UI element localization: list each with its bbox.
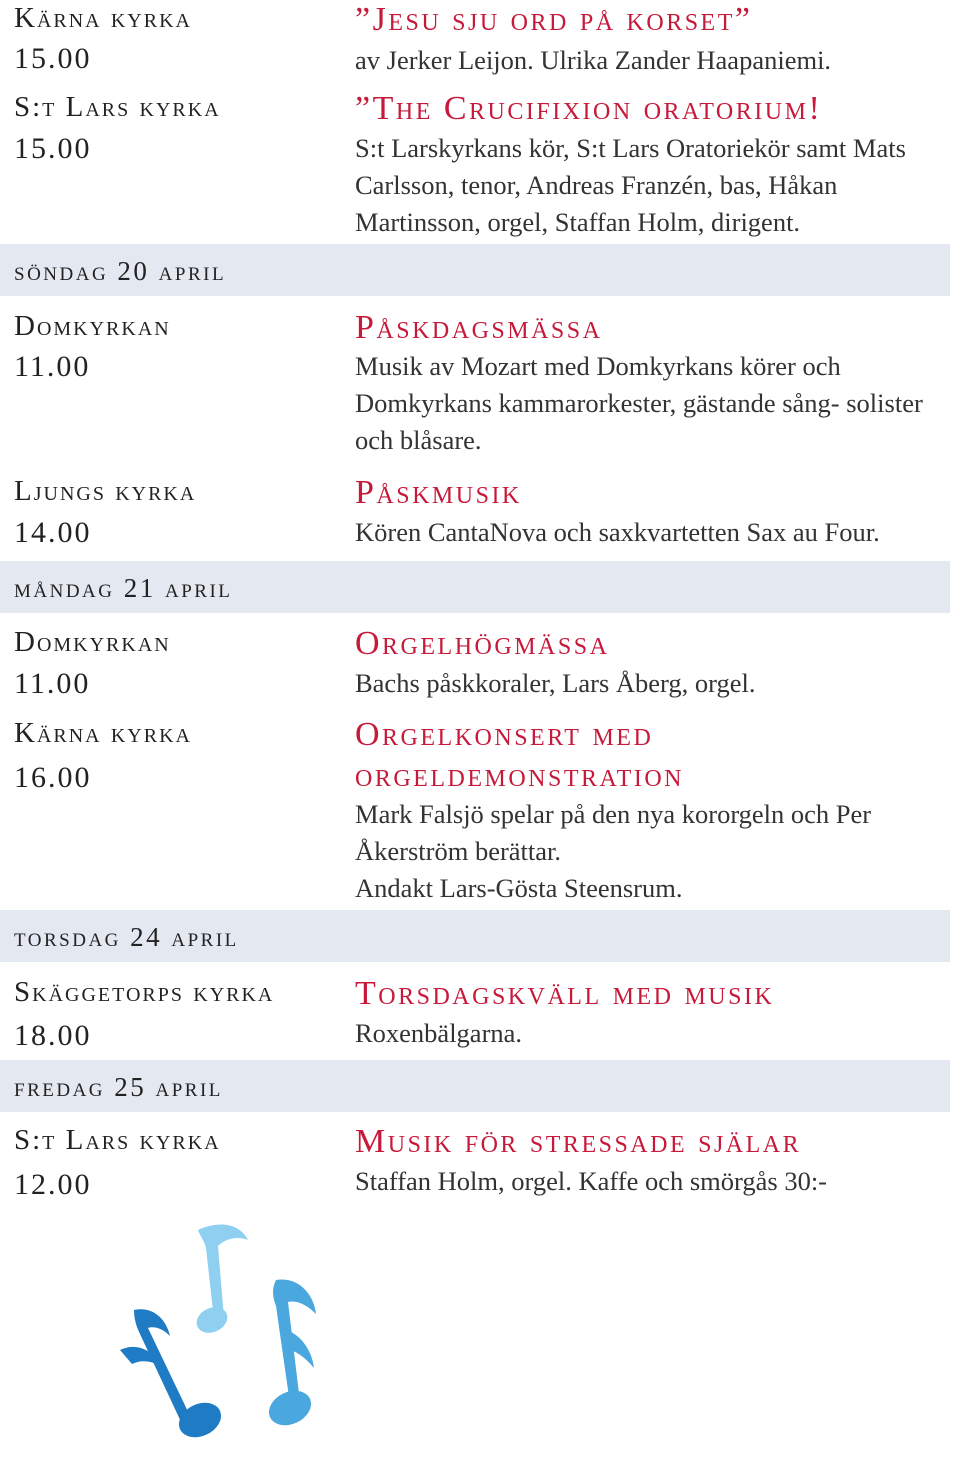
time-st-lars: 15.00	[14, 132, 92, 165]
day-label-mandag-21-april: måndag 21 april	[14, 573, 233, 603]
time-domkyrkan: 11.00	[14, 350, 91, 383]
event-desc-paskmusik: Kören CantaNova och saxkvartetten Sax au Four.	[355, 517, 880, 547]
event-desc-torsdagskvall: Roxenbälgarna.	[355, 1018, 523, 1048]
time-skaggetorp: 18.00	[14, 1019, 92, 1052]
event-desc-jesu-sju-ord: av Jerker Leijon. Ulrika Zander Haapaniemi.	[355, 45, 832, 75]
time-ljungs: 14.00	[14, 516, 92, 549]
venue-domkyrkan: Domkyrkan	[14, 310, 171, 342]
event-title-orgeldemonstration: orgeldemonstration	[355, 757, 684, 794]
event-desc-orgelkonsert: Mark Falsjö spelar på den nya kororgeln och Per Åkerström berättar.	[355, 799, 872, 866]
time-karna: 16.00	[14, 761, 92, 794]
event-title-orgelkonsert: Orgelkonsert med	[355, 716, 654, 753]
time-st-lars: 12.00	[14, 1168, 92, 1201]
venue-skaggetorps-kyrka: Skäggetorps kyrka	[14, 976, 275, 1008]
venue-karna-kyrka: Kärna kyrka	[14, 2, 192, 34]
event-desc-crucifixion: S:t Larskyrkans kör, S:t Lars Oratoriekör samt Mats Carlsson, tenor, Andreas Franzén, bas, Håkan Martinsson, orgel, Staffan Holm, dirigent.	[355, 133, 906, 237]
day-label-fredag-25-april: fredag 25 april	[14, 1072, 223, 1102]
venue-ljungs-kyrka: Ljungs kyrka	[14, 475, 197, 507]
day-label-sondag-20-april: söndag 20 april	[14, 256, 227, 286]
venue-domkyrkan: Domkyrkan	[14, 626, 171, 658]
event-title-jesu-sju-ord: ”Jesu sju ord på korset”	[355, 1, 753, 38]
time-domkyrkan: 11.00	[14, 667, 91, 700]
event-desc-paskdagsmassa: Musik av Mozart med Domkyrkans körer och Domkyrkans kammarorkester, gästande sång- solister och blåsare.	[355, 351, 923, 455]
event-title-orgelhogmassa: Orgelhögmässa	[355, 625, 610, 662]
event-title-paskmusik: Påskmusik	[355, 474, 522, 511]
music-note-light-icon	[192, 1225, 248, 1338]
time-karna: 15.00	[14, 42, 92, 75]
venue-karna-kyrka: Kärna kyrka	[14, 717, 192, 749]
event-title-paskdagsmassa: Påskdagsmässa	[355, 309, 603, 346]
event-title-crucifixion: ”The Crucifixion oratorium!	[355, 90, 823, 127]
event-title-musik-for-stressade: Musik för stressade själar	[355, 1123, 802, 1160]
event-desc-orgelhogmassa: Bachs påskkoraler, Lars Åberg, orgel.	[355, 668, 756, 698]
venue-st-lars-kyrka: S:t Lars kyrka	[14, 91, 221, 123]
event-desc-andakt: Andakt Lars-Gösta Steensrum.	[355, 873, 683, 903]
music-note-mid-icon	[263, 1279, 316, 1431]
music-notes-icon	[100, 1210, 400, 1450]
venue-st-lars-kyrka: S:t Lars kyrka	[14, 1124, 221, 1156]
event-title-torsdagskvall: Torsdagskväll med musik	[355, 975, 775, 1012]
event-desc-musik-for-stressade: Staffan Holm, orgel. Kaffe och smörgås 30:-	[355, 1166, 828, 1196]
day-label-torsdag-24-april: torsdag 24 april	[14, 922, 239, 952]
